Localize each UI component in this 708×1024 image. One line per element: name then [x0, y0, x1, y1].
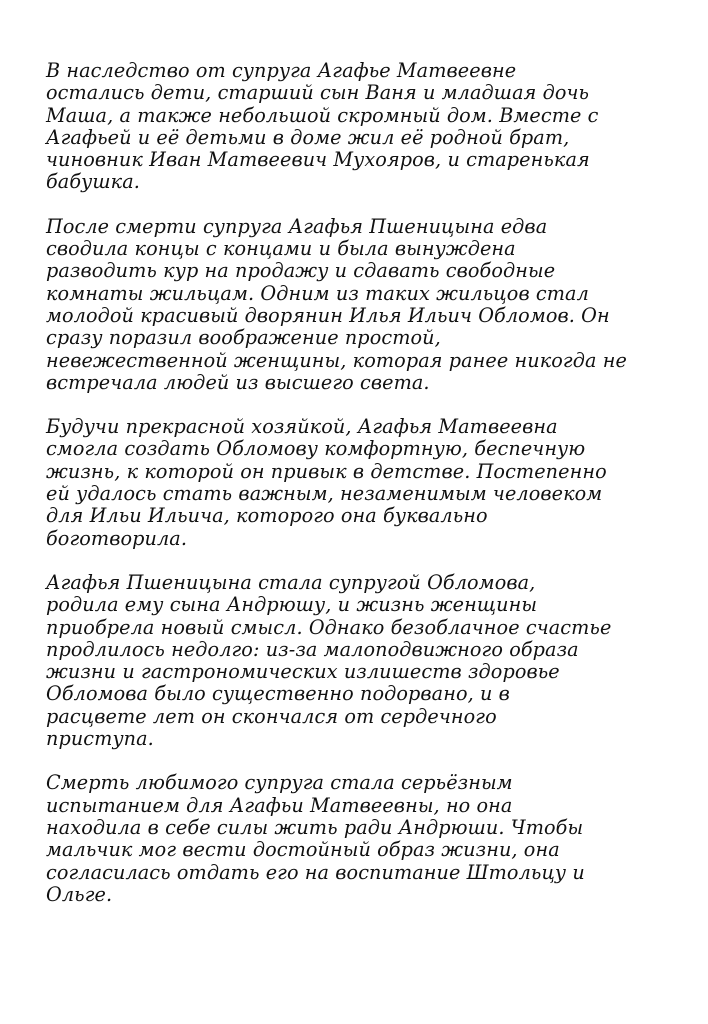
text-line: встречала людей из высшего света.	[46, 370, 430, 394]
text-line: Агафьей и её детьми в доме жил её родной брат,	[46, 125, 570, 149]
text-line: смогла создать Обломову комфортную, беспечную	[46, 437, 586, 461]
text-line: Маша, а также небольшой скромный дом. Вместе с	[46, 103, 599, 127]
text-line: испытанием для Агафьи Матвеевны, но она	[46, 793, 513, 817]
text-line: После смерти супруга Агафья Пшеницына едва	[46, 214, 548, 238]
text-line: остались дети, старший сын Ваня и младшая дочь	[46, 81, 590, 105]
text-line: бабушка.	[46, 170, 140, 194]
text-line: Смерть любимого супруга стала серьёзным	[46, 771, 513, 795]
text-line: невежественной женщины, которая ранее никогда не	[46, 348, 627, 372]
text-line: сразу поразил воображение простой,	[46, 326, 441, 350]
text-line: Ольге.	[46, 882, 113, 906]
text-line: Обломова было существенно подорвано, и в	[46, 682, 510, 706]
text-line: родила ему сына Андрюшу, и жизнь женщины	[46, 593, 538, 617]
text-line: комнаты жильцам. Одним из таких жильцов стал	[46, 281, 589, 305]
paragraph-son-upbringing	[46, 772, 668, 906]
text-line: Агафья Пшеницына стала супругой Обломова,	[46, 570, 536, 594]
text-line: согласилась отдать его на воспитание Штольцу и	[46, 860, 585, 884]
text-line: мальчик мог вести достойный образ жизни, она	[46, 838, 560, 862]
text-line: для Ильи Ильича, которого она буквально	[46, 504, 488, 528]
text-line: Будучи прекрасной хозяйкой, Агафья Матвеевна	[46, 415, 558, 439]
paragraph-after-death	[46, 216, 668, 394]
text-line: разводить кур на продажу и сдавать свободные	[46, 259, 556, 283]
text-line: молодой красивый дворянин Илья Ильич Обломов. Он	[46, 303, 610, 327]
text-line: продлилось недолго: из-за малоподвижного образа	[46, 637, 579, 661]
text-line: приобрела новый смысл. Однако безоблачное счастье	[46, 615, 612, 639]
text-line: боготворила.	[46, 526, 188, 550]
text-line: жизнь, к которой он привык в детстве. Постепенно	[46, 459, 607, 483]
text-line: находила в себе силы жить ради Андрюши. Чтобы	[46, 815, 584, 839]
text-line: чиновник Иван Матвеевич Мухояров, и старенькая	[46, 148, 590, 172]
paragraph-housekeeper	[46, 416, 668, 550]
text-line: ей удалось стать важным, незаменимым человеком	[46, 482, 603, 506]
paragraph-inheritance	[46, 60, 668, 194]
text-line: сводила концы с концами и была вынуждена	[46, 237, 516, 261]
text-line: жизни и гастрономических излишеств здоровье	[46, 660, 560, 684]
text-line: В наследство от супруга Агафье Матвеевне	[46, 59, 517, 82]
text-line: расцвете лет он скончался от сердечного	[46, 704, 497, 728]
text-line: приступа.	[46, 727, 154, 751]
paragraph-marriage	[46, 572, 668, 750]
